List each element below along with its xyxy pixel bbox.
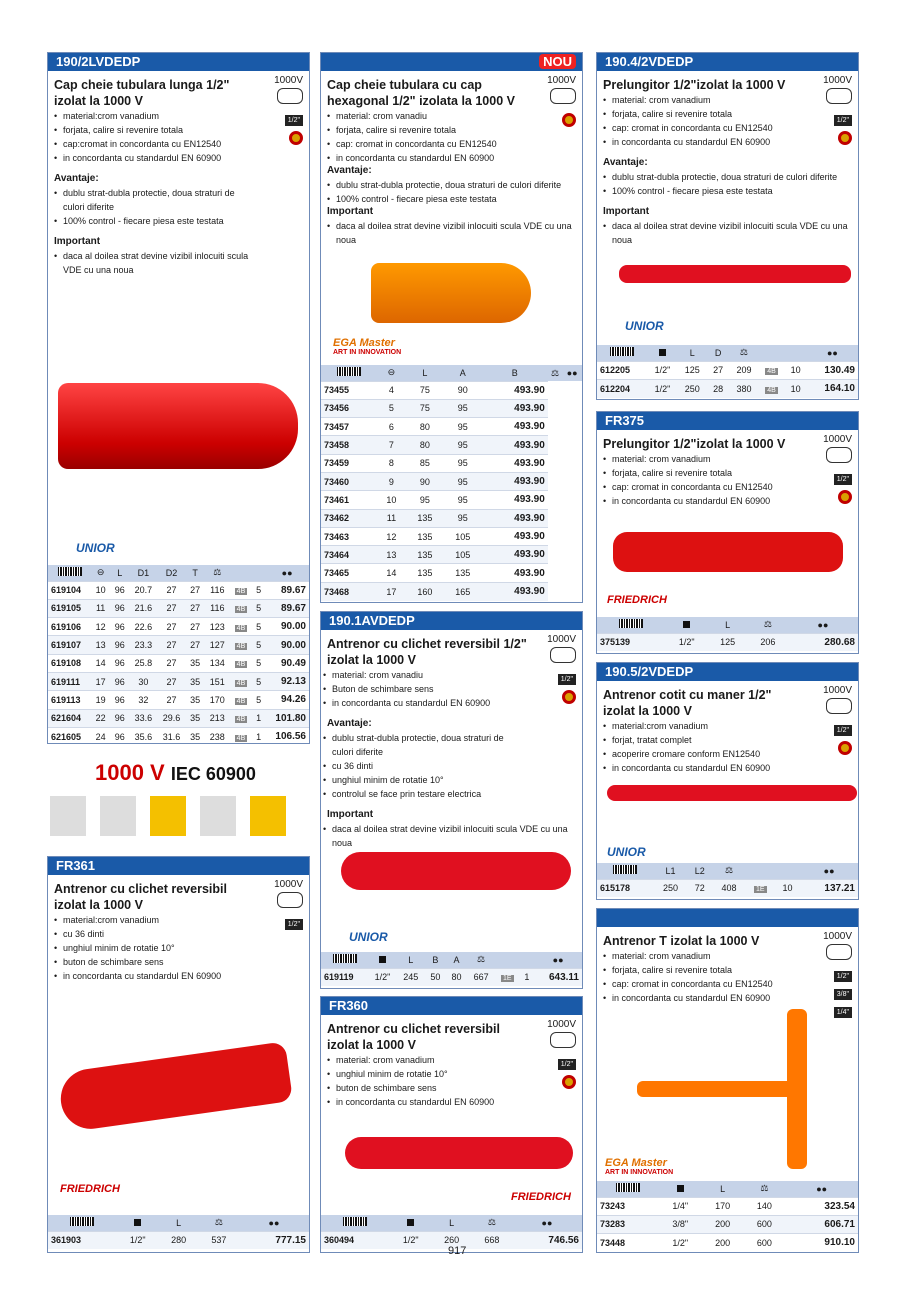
table-row: 73465 14 135 135 493.90 [321,564,582,582]
table-row: 619108 14 96 25.8 27 35 134 4B 5 90.49 [48,654,309,672]
gs-icon [277,88,303,104]
table-row: 619113 19 96 32 27 35 170 4B 5 94.26 [48,691,309,709]
table-row: 619107 13 96 23.3 27 27 127 4B 5 90.00 [48,636,309,654]
hex-socket-image [371,263,531,323]
voltage-logo: 1000 V IEC 60900 [95,760,256,785]
product-card-360494: FR360 Antrenor cu clichet reversibil izolat la 1000 V 1000V 1/2" • material: crom vanadium • unghiul minim de rotatie 10° • buton de schimbare sens • in concordanta cu standardul EN 60900 FRIEDRICH L ⚖ ●● 360494 1/2" 260 668 746.56 [320,996,583,1253]
table-row: 73463 12 135 105 493.90 [321,527,582,545]
extension-image [613,532,843,572]
extension-image [619,265,851,283]
product-card-619119: 190.1AVDEDP Antrenor cu clichet reversibil 1/2" izolat la 1000 V 1000V 1/2" • material: crom vanadiu • Buton de schimbare sens • in concordanta cu standardul EN 60900 Avantaje: • dublu strat-dubla protectie, doua straturi de culori diferite • cu 36 dinti • unghiul minim de rotatie 10° • controlul se face prin testare electrica Important • daca al doilea strat devine vizibil inlocuiti scula VDE cu una noua UNIOR L B A ⚖ ●● 619119 1/2" 245 50 80 667 1E 1 643.11 [320,611,583,989]
table-row: 73462 11 135 95 493.90 [321,509,582,527]
table-row: 621605 24 96 35.6 31.6 35 238 4B 1 106.56 [48,727,309,745]
vde-icon [289,131,303,145]
brand-logo: UNIOR [76,541,115,555]
table-row: 619105 11 96 21.6 27 27 116 4B 5 89.67 [48,599,309,617]
page-number: 917 [448,1245,467,1257]
cert-block: 1000V 1/2" [261,75,303,150]
table-row: 619104 10 96 20.7 27 27 116 4B 5 89.67 [48,581,309,599]
table-row: 621604 22 96 33.6 29.6 35 213 4B 1 101.80 [48,709,309,727]
table-row: 619106 12 96 22.6 27 27 123 4B 5 90.00 [48,618,309,636]
table-row: 73464 13 135 105 493.90 [321,546,582,564]
socket-image [58,383,298,469]
table-row: 73461 10 95 95 493.90 [321,491,582,509]
price-table: ⊖ L D1 D2 T ⚖ ●● 619104 10 96 20.7 27 27 116 4B 5 89.67 619105 11 96 21.6 27 27 116 4B 5 89.67 619106 12 96 22.6 27 27 123 4B 5 90.00 619107 13 96 23.3 27 27 127 4B 5 90.00 619108 14 96 25.8 27 35 134 4B 5 90.49 619111 17 96 30 27 35 151 4B 5 92.13 619113 19 96 32 27 35 170 4B 5 94.26 621604 22 96 33.6 29.6 35 213 4B 1 101.80 621605 24 96 35.6 31.6 35 238 4B 1 106.56 [48,565,309,746]
table-row: 73459 8 85 95 493.90 [321,454,582,472]
product-card-73243: Antrenor T izolat la 1000 V 1000V 1/2" 3/8" 1/4" • material: crom vanadium • forjata, calire si revenire totala • cap: cromat in concordanta cu EN12540 • in concordanta cu standardul EN 60900 EGA Master ART IN INNOVATION L ⚖ ●● 73243 1/4" 170 140 323.54 73283 3/8" 200 600 606.71 73448 1/2" 200 600 910.10 [596,908,859,1253]
table-row: 612205 1/2" 125 27 209 4B 10 130.49 [597,361,858,379]
table-row: 619111 17 96 30 27 35 151 4B 5 92.13 [48,672,309,690]
product-card-375139: FR375 Prelungitor 1/2"izolat la 1000 V 1000V 1/2" • material: crom vanadium • forjata, calire si revenire totala • cap: cromat in concordanta cu EN12540 • in concordanta cu standardul EN 60900 FRIEDRICH L ⚖ ●● 375139 1/2" 125 206 280.68 [596,411,859,654]
card-code: 190/2LVDEDP [48,53,309,71]
card-title: Cap cheie tubulara lunga 1/2" izolat la 1000 V [54,78,230,108]
product-card-619104: 190/2LVDEDP Cap cheie tubulara lunga 1/2" izolat la 1000 V 1000V 1/2" • material:crom vanadium • forjata, calire si revenire totala • cap:cromat in concordanta cu EN12540 • in concordanta cu standardul EN 60900 Avantaje: • dublu strat-dubla protectie, doua straturi de culori diferite • 100% control - fiecare piesa este testata Important • daca al doilea strat devine vizibil inlocuiti scula VDE cu una noua UNIOR ⊖ L D1 D2 T ⚖ ●● 619104 10 96 20.7 27 27 116 4B 5 89.67 619105 11 96 21.6 27 27 116 4B 5 89.67 619106 12 96 22.6 27 27 123 4B 5 90.00 619107 13 96 23.3 27 27 127 4B 5 90.00 619108 14 96 25.8 27 35 134 4B 5 90.49 619111 17 96 30 27 35 151 4B 5 92.13 619113 19 96 32 27 35 170 4B 5 94.26 621604 22 96 33.6 29.6 35 213 4B 1 101.80 621605 24 96 35.6 31.6 35 238 4B 1 106.56 [47,52,310,744]
product-card-73455: NOU Cap cheie tubulara cu cap hexagonal 1/2" izolata la 1000 V 1000V • material: crom vanadiu • forjata, calire si revenire totala • cap: cromat in concordanta cu EN12540 • in concordanta cu standardul EN 60900 Avantaje: • dublu strat-dubla protectie, doua straturi de culori diferite • 100% control - fiecare piesa este testata Important • daca al doilea strat devine vizibil inlocuiti scula VDE cu una noua EGA Master ART IN INNOVATION ⊖ L A B ⚖ ●● 73455 4 75 90 493.90 73456 5 75 95 493.90 73457 6 80 95 493.90 73458 7 80 95 493.90 73459 8 85 95 493.90 73460 9 90 95 493.90 73461 10 95 95 493.90 73462 11 135 95 493.90 73463 12 135 105 493.90 73464 13 135 105 493.90 73465 14 135 135 493.90 73468 17 160 165 493.90 [320,52,583,603]
ratchet-image [345,1137,573,1169]
product-card-612205: 190.4/2VDEDP Prelungitor 1/2"izolat la 1000 V 1000V 1/2" • material: crom vanadium • forjata, calire si revenire totala • cap: cromat in concordanta cu EN12540 • in concordanta cu standardul EN 60900 Avantaje: • dublu strat-dubla protectie, doua straturi de culori diferite • 100% control - fiecare piesa este testata Important • daca al doilea strat devine vizibil inlocuiti scula VDE cu una noua UNIOR L D ⚖ ●● 612205 1/2" 125 27 209 4B 10 130.49 612204 1/2" 250 28 380 4B 10 164.10 [596,52,859,400]
product-card-361903: FR361 Antrenor cu clichet reversibil izolat la 1000 V 1000V 1/2" • material:crom vanadium • cu 36 dinti • unghiul minim de rotatie 10° • buton de schimbare sens • in concordanta cu standardul EN 60900 FRIEDRICH L ⚖ ●● 361903 1/2" 280 537 777.15 [47,856,310,1253]
ratchet-image [57,1041,293,1132]
table-row: 73283 3/8" 200 600 606.71 [597,1215,858,1233]
table-row: 73457 6 80 95 493.90 [321,418,582,436]
usage-pictograms [50,796,310,840]
table-row: 73456 5 75 95 493.90 [321,399,582,417]
table-row: 73455 4 75 90 493.90 [321,381,582,399]
table-row: 73243 1/4" 170 140 323.54 [597,1197,858,1215]
ratchet-image [341,852,571,890]
table-row: 73468 17 160 165 493.90 [321,582,582,600]
table-row: 73448 1/2" 200 600 910.10 [597,1234,858,1252]
product-card-615178: 190.5/2VDEDP Antrenor cotit cu maner 1/2" izolat la 1000 V 1000V 1/2" • material:crom vanadium • forjat, tratat complet • acoperire cromare conform EN12540 • in concordanta cu standardul EN 60900 UNIOR L1 L2 ⚖ ●● 615178 250 72 408 1E 10 137.21 [596,662,859,900]
table-row: 73460 9 90 95 493.90 [321,472,582,490]
spec-list: • material:crom vanadium • forjata, calire si revenire totala • cap:cromat in concordanta cu EN12540 • in concordanta cu standardul EN 60900 [54,109,254,165]
table-row: 73458 7 80 95 493.90 [321,436,582,454]
bent-handle-image [607,785,857,801]
table-row: 612204 1/2" 250 28 380 4B 10 164.10 [597,379,858,397]
t-handle-image [637,1081,807,1097]
